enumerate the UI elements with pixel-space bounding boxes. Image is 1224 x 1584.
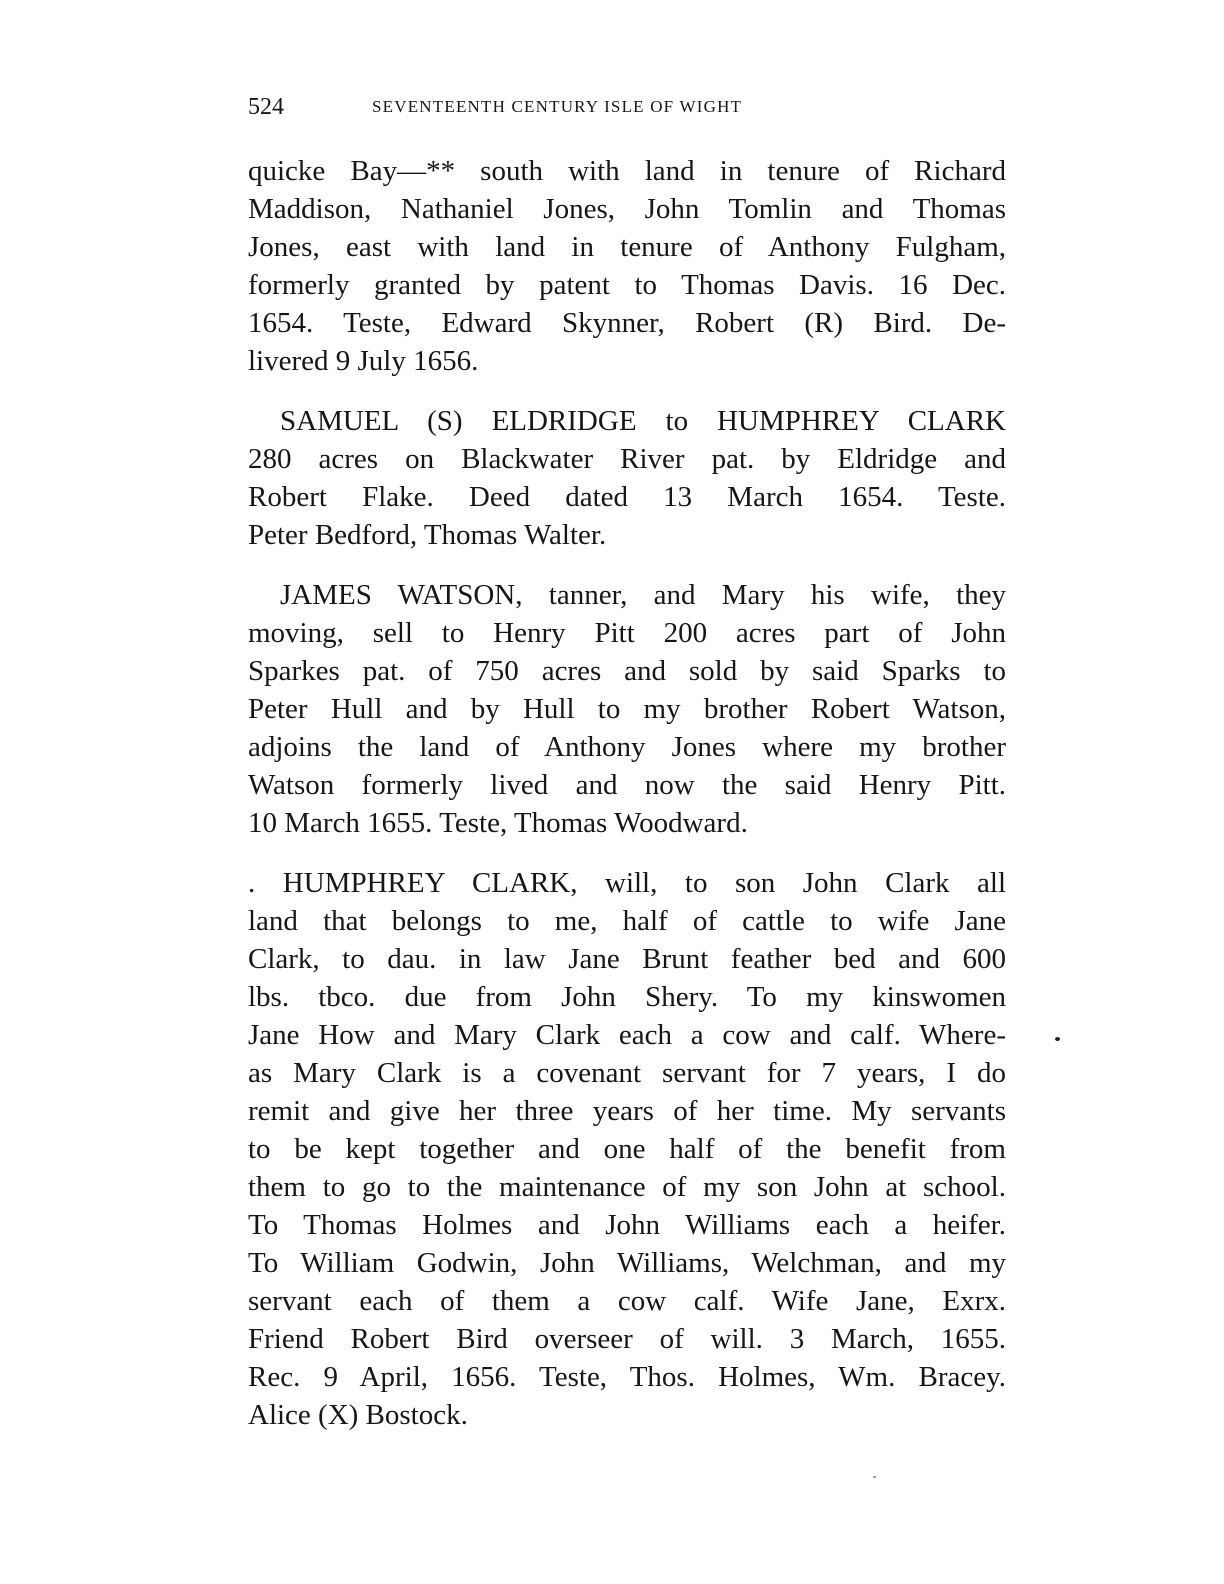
page-header <box>248 92 1008 122</box>
text-line: To Thomas Holmes and John Williams each a heifer. <box>248 1209 1006 1241</box>
text-line: Clark, to dau. in law Jane Brunt feather bed and 600 <box>248 943 1006 975</box>
text-line: Rec. 9 April, 1656. Teste, Thos. Holmes, Wm. Bracey. <box>248 1361 1006 1393</box>
paragraph-watson-sale <box>248 576 1006 842</box>
running-title: SEVENTEENTH CENTURY ISLE OF WIGHT <box>372 97 743 116</box>
paragraph-davis-deed <box>248 152 1006 380</box>
text-line: 1654. Teste, Edward Skynner, Robert (R) Bird. De- <box>248 307 1006 339</box>
text-line: as Mary Clark is a covenant servant for 7 years, I do <box>248 1057 1006 1089</box>
text-line: them to go to the maintenance of my son John at school. <box>248 1171 1006 1203</box>
text-line: to be kept together and one half of the benefit from <box>248 1133 1006 1165</box>
text-line: quicke Bay—** south with land in tenure of Richard <box>248 155 1006 187</box>
text-line: . HUMPHREY CLARK, will, to son John Clark all <box>248 867 1006 899</box>
text-line: formerly granted by patent to Thomas Davis. 16 Dec. <box>248 269 1006 301</box>
text-line: moving, sell to Henry Pitt 200 acres part of John <box>248 617 1006 649</box>
page-number: 524 <box>248 94 284 120</box>
text-line: lbs. tbco. due from John Shery. To my kinswomen <box>248 981 1006 1013</box>
text-line: Peter Hull and by Hull to my brother Robert Watson, <box>248 693 1006 725</box>
text-line: 280 acres on Blackwater River pat. by Eldridge and <box>248 443 1006 475</box>
text-line: Alice (X) Bostock. <box>248 1399 468 1431</box>
paragraph-clark-will <box>248 864 1006 1434</box>
scan-speck <box>873 1476 876 1478</box>
paragraph-eldridge-deed <box>248 402 1006 554</box>
text-line: 10 March 1655. Teste, Thomas Woodward. <box>248 807 748 839</box>
text-line: livered 9 July 1656. <box>248 345 479 377</box>
body-text <box>248 152 1006 1434</box>
text-line: Friend Robert Bird overseer of will. 3 March, 1655. <box>248 1323 1006 1355</box>
text-line: Peter Bedford, Thomas Walter. <box>248 519 607 551</box>
text-line: Robert Flake. Deed dated 13 March 1654. Teste. <box>248 481 1006 513</box>
text-line: To William Godwin, John Williams, Welchman, and my <box>248 1247 1006 1279</box>
text-line: Sparkes pat. of 750 acres and sold by said Sparks to <box>248 655 1006 687</box>
text-line: SAMUEL (S) ELDRIDGE to HUMPHREY CLARK <box>280 405 1006 437</box>
text-line: adjoins the land of Anthony Jones where my brother <box>248 731 1006 763</box>
text-line: Maddison, Nathaniel Jones, John Tomlin and Thomas <box>248 193 1006 225</box>
text-line: remit and give her three years of her time. My servants <box>248 1095 1006 1127</box>
text-line: Jane How and Mary Clark each a cow and calf. Where- <box>248 1019 1006 1051</box>
scan-speck <box>1055 1037 1060 1041</box>
text-line: Jones, east with land in tenure of Anthony Fulgham, <box>248 231 1006 263</box>
text-line: JAMES WATSON, tanner, and Mary his wife, they <box>280 579 1006 611</box>
text-line: Watson formerly lived and now the said Henry Pitt. <box>248 769 1006 801</box>
text-line: land that belongs to me, half of cattle to wife Jane <box>248 905 1006 937</box>
text-line: servant each of them a cow calf. Wife Jane, Exrx. <box>248 1285 1006 1317</box>
